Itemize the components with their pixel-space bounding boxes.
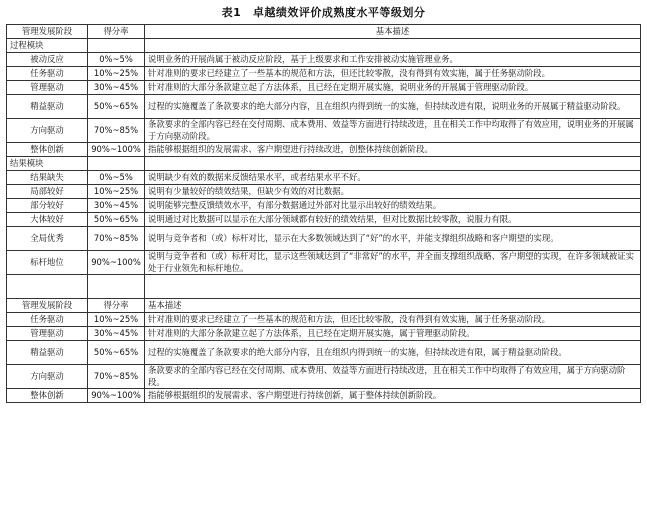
score-range: 0%~5%	[88, 53, 145, 67]
score-range: 30%~45%	[88, 327, 145, 341]
column-header-description: 基本描述	[145, 25, 641, 39]
table-title: 表1 卓越绩效评价成熟度水平等级划分	[221, 6, 426, 19]
stage-description: 针对准则的要求已经建立了一些基本的规范和方法，但还比较零散，没有得到有效实施，属于任务驱动阶段。	[145, 67, 641, 81]
table-row	[7, 327, 641, 341]
stage-description	[145, 275, 641, 299]
stage-description: 条款要求的全部内容已经在交付周期、成本费用、效益等方面进行持续改进，且在相关工作中均取得了有效应用，说明业务的开展属于方向驱动阶段。	[145, 119, 641, 143]
stage-description: 针对准则的大部分条款建立起了方法体系，且已经在定期开展实施，说明业务的开展属于管理驱动阶段。	[145, 81, 641, 95]
stage-name: 大体较好	[7, 213, 88, 227]
section-label: 结果模块	[7, 157, 88, 171]
score-range: 50%~65%	[88, 213, 145, 227]
section-row-process	[7, 39, 641, 53]
stage-description: 说明有少量较好的绩效结果，但缺少有效的对比数据。	[145, 185, 641, 199]
stage-name: 全局优秀	[7, 227, 88, 251]
stage-name: 方向驱动	[7, 119, 88, 143]
table-row	[7, 185, 641, 199]
maturity-table	[6, 24, 641, 403]
table-row	[7, 119, 641, 143]
table-row	[7, 67, 641, 81]
stage-name: 管理驱动	[7, 327, 88, 341]
score-range: 90%~100%	[88, 389, 145, 403]
stage-name: 精益驱动	[7, 341, 88, 365]
stage-name: 局部较好	[7, 185, 88, 199]
stage-name: 任务驱动	[7, 67, 88, 81]
table-row	[7, 213, 641, 227]
column-header-stage: 管理发展阶段	[7, 25, 88, 39]
stage-name: 管理驱动	[7, 81, 88, 95]
stage-name: 整体创新	[7, 389, 88, 403]
stage-name: 部分较好	[7, 199, 88, 213]
score-range: 70%~85%	[88, 227, 145, 251]
table-row	[7, 171, 641, 185]
table-header-row-repeat	[7, 299, 641, 313]
stage-description: 说明缺少有效的数据来反馈结果水平，或者结果水平不好。	[145, 171, 641, 185]
stage-name: 结果缺失	[7, 171, 88, 185]
score-range: 90%~100%	[88, 251, 145, 275]
stage-description: 说明业务的开展尚属于被动反应阶段，基于上级要求和工作安排被动实施管理业务。	[145, 53, 641, 67]
table-row	[7, 81, 641, 95]
table-row	[7, 95, 641, 119]
score-range: 10%~25%	[88, 67, 145, 81]
score-range	[88, 275, 145, 299]
stage-description: 说明能够完整反馈绩效水平，有部分数据通过外部对比显示出较好的绩效结果。	[145, 199, 641, 213]
stage-description: 针对准则的要求已经建立了一些基本的规范和方法，但还比较零散，没有得到有效实施，属于任务驱动阶段。	[145, 313, 641, 327]
score-range: 50%~65%	[88, 341, 145, 365]
score-range: 70%~85%	[88, 365, 145, 389]
score-range: 30%~45%	[88, 199, 145, 213]
stage-description: 指能够根据组织的发展需求、客户期望进行持续创新，属于整体持续创新阶段。	[145, 389, 641, 403]
column-header-score: 得分率	[88, 299, 145, 313]
stage-description: 条款要求的全部内容已经在交付周期、成本费用、效益等方面进行持续改进，且在相关工作中均取得了有效应用，属于方向驱动阶段。	[145, 365, 641, 389]
section-row-results	[7, 157, 641, 171]
stage-description: 针对准则的大部分条款建立起了方法体系，且已经在定期开展实施，属于管理驱动阶段。	[145, 327, 641, 341]
stage-description: 说明与竞争者和（或）标杆对比，显示这些领域达到了“非常好”的水平，并全面支撑组织战略、客户期望的实现，在许多领域被证实处于行业领先和标杆地位。	[145, 251, 641, 275]
stage-name: 标杆地位	[7, 251, 88, 275]
column-header-stage: 管理发展阶段	[7, 299, 88, 313]
table-row	[7, 275, 641, 299]
section-label: 过程模块	[7, 39, 88, 53]
stage-name: 方向驱动	[7, 365, 88, 389]
table-row	[7, 53, 641, 67]
table-row	[7, 143, 641, 157]
score-range: 30%~45%	[88, 81, 145, 95]
stage-name: 任务驱动	[7, 313, 88, 327]
stage-description: 说明通过对比数据可以显示在大部分领域都有较好的绩效结果，但对比数据比较零散，说服力有限。	[145, 213, 641, 227]
stage-name: 整体创新	[7, 143, 88, 157]
table-row	[7, 365, 641, 389]
score-range: 10%~25%	[88, 185, 145, 199]
stage-description: 说明与竞争者和（或）标杆对比，显示在大多数领域达到了“好”的水平，并能支撑组织战略和客户期望的实现。	[145, 227, 641, 251]
table-row	[7, 199, 641, 213]
column-header-description: 基本描述	[145, 299, 641, 313]
score-range: 10%~25%	[88, 313, 145, 327]
table-row	[7, 227, 641, 251]
stage-description: 过程的实施覆盖了条款要求的绝大部分内容，且在组织内得到统一的实施，但持续改进有限，属于精益驱动阶段。	[145, 341, 641, 365]
table-row	[7, 251, 641, 275]
table-row	[7, 313, 641, 327]
column-header-score: 得分率	[88, 25, 145, 39]
stage-description: 过程的实施覆盖了条款要求的绝大部分内容，且在组织内得到统一的实施，但持续改进有限，说明业务的开展属于精益驱动阶段。	[145, 95, 641, 119]
table-header-row	[7, 25, 641, 39]
score-range: 70%~85%	[88, 119, 145, 143]
stage-name: 精益驱动	[7, 95, 88, 119]
stage-description: 指能够根据组织的发展需求、客户期望进行持续改进，创整体持续创新阶段。	[145, 143, 641, 157]
table-row	[7, 341, 641, 365]
score-range: 0%~5%	[88, 171, 145, 185]
table-row	[7, 389, 641, 403]
score-range: 50%~65%	[88, 95, 145, 119]
score-range: 90%~100%	[88, 143, 145, 157]
stage-name: 被动反应	[7, 53, 88, 67]
stage-name	[7, 275, 88, 299]
